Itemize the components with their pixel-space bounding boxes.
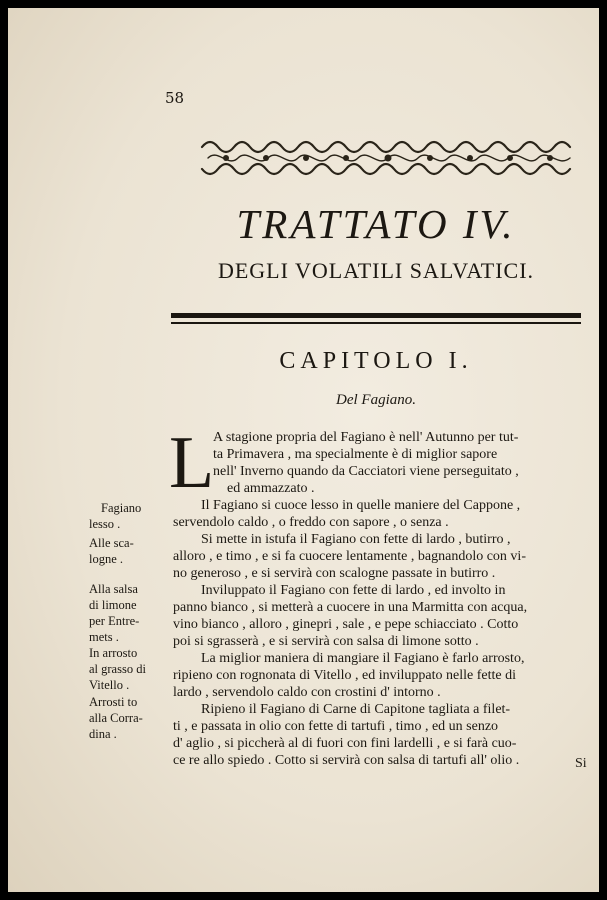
thick-rule [171,313,581,318]
text-line: Inviluppato il Fagiano con fette di lardo , ed involto in [201,583,506,598]
text-line: ce re allo spiedo . Cotto si servirà con salsa di tartufi all' olio . [173,753,520,768]
note-line: Vitello . [89,678,130,692]
margin-note-shallots [89,535,153,567]
text-line: nell' Inverno quando da Cacciatori viene perseguitato , [213,464,519,479]
thin-rule [171,322,581,324]
note-line: mets . [89,630,119,644]
note-line: Alla salsa [89,582,138,596]
text-line: poi si sgrasserà , e si servirà con salsa di limone sotto . [173,634,479,649]
text-line: servendolo caldo , o freddo con sapore , o senza . [173,515,449,530]
chapter-title: CAPITOLO I. [279,348,473,374]
text-line: no generoso , e si servirà con scalogne passate in butirro . [173,566,496,581]
note-line: In arrosto [89,646,138,660]
text-line: A stagione propria del Fagiano è nell' Autunno per tut- [213,430,519,445]
note-line: Alle sca- [89,536,134,550]
margin-note-lemon-sauce [89,581,153,645]
text-line: d' aglio , si piccherà al di fuori con fini lardelli , e si farà cuo- [173,736,517,751]
text-line: ta Primavera , ma specialmente è di miglior sapore [213,447,498,462]
note-line: al grasso di [89,662,146,676]
text-line: ripieno con rognonata di Vitello , ed inviluppato nelle fette di [173,668,516,683]
catchword: Si [575,756,587,771]
chapter-subtitle: Del Fagiano. [336,392,416,408]
text-line: Il Fagiano si cuoce lesso in quelle maniere del Cappone , [201,498,521,513]
note-line: di limone [89,598,137,612]
text-line: Ripieno il Fagiano di Carne di Capitone tagliata a filet- [201,702,511,717]
decorative-ornament-band [198,134,580,182]
text-line: ti , e passata in olio con fette di tartufi , timo , ed un senzo [173,719,499,734]
text-line: Si mette in istufa il Fagiano con fette di lardo , butirro , [201,532,511,547]
text-line: La miglior maniera di mangiare il Fagiano è farlo arrosto, [201,651,525,666]
page-number: 58 [165,89,185,107]
drop-cap: L [169,422,215,504]
note-line: Fagiano [101,501,142,515]
note-line: alla Corra- [89,711,143,725]
text-line: alloro , e timo , e si fa cuocere lentamente , bagnandolo con vi- [173,549,526,564]
text-line: vino bianco , alloro , ginepri , sale , e pepe schiacciato . Cotto [173,617,519,632]
note-line: per Entre- [89,614,140,628]
treatise-title: TRATTATO IV. [236,201,516,247]
note-line: Arrosti to [89,695,138,709]
margin-note-corradina [89,694,153,742]
treatise-subtitle: DEGLI VOLATILI SALVATICI. [217,258,535,283]
text-line: lardo , servendolo caldo con crostini d' intorno . [173,685,441,700]
note-line: logne . [89,552,124,566]
note-line: dina . [89,727,117,741]
margin-note-boiled [89,500,153,532]
margin-note-roast-veal [89,645,153,693]
note-line: lesso . [89,517,121,531]
book-page [8,8,599,892]
text-line: ed ammazzato . [227,481,315,496]
text-line: panno bianco , si metterà a cuocere in una Marmitta con acqua, [173,600,528,615]
